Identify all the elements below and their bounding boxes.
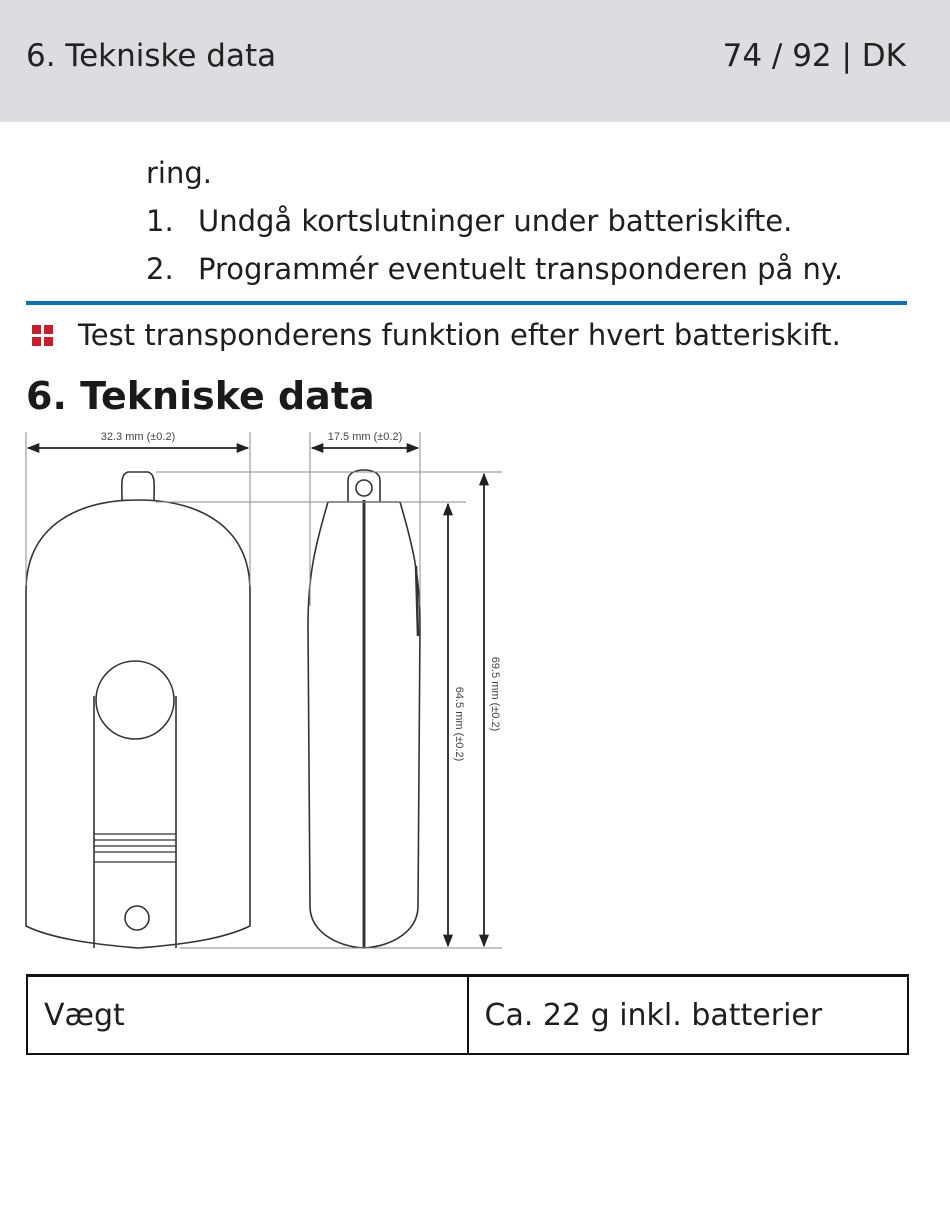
side-view-outline bbox=[308, 470, 420, 948]
technical-drawing bbox=[20, 426, 510, 956]
note-text: Test transponderens funktion efter hvert batteriskift. bbox=[78, 318, 841, 352]
spec-label: Vægt bbox=[27, 976, 468, 1055]
step-text: Undgå kortslutninger under batteriskifte. bbox=[198, 204, 793, 238]
header-section-title: 6. Tekniske data bbox=[26, 38, 277, 74]
table-row bbox=[27, 976, 908, 1055]
section-heading: 6. Tekniske data bbox=[26, 374, 375, 418]
step-number: 1. bbox=[146, 204, 174, 238]
front-view-outline bbox=[26, 472, 250, 948]
grid-bullet-icon bbox=[32, 325, 54, 347]
width-dimension-label: 32.3 mm (±0.2) bbox=[100, 431, 176, 443]
step-text: Programmér eventuelt transponderen på ny. bbox=[198, 252, 844, 286]
depth-dimension-label: 17.5 mm (±0.2) bbox=[327, 431, 403, 443]
header-page-number: 74 / 92 | DK bbox=[722, 38, 906, 74]
body-height-dimension-label: 64.5 mm (±0.2) bbox=[453, 686, 465, 762]
continued-text: ring. bbox=[146, 156, 212, 190]
page-header bbox=[0, 0, 950, 122]
total-height-dimension-label: 69.5 mm (±0.2) bbox=[489, 656, 501, 732]
divider-rule bbox=[26, 301, 907, 305]
spec-value: Ca. 22 g inkl. batterier bbox=[468, 976, 909, 1055]
spec-table bbox=[26, 974, 909, 1055]
step-number: 2. bbox=[146, 252, 174, 286]
